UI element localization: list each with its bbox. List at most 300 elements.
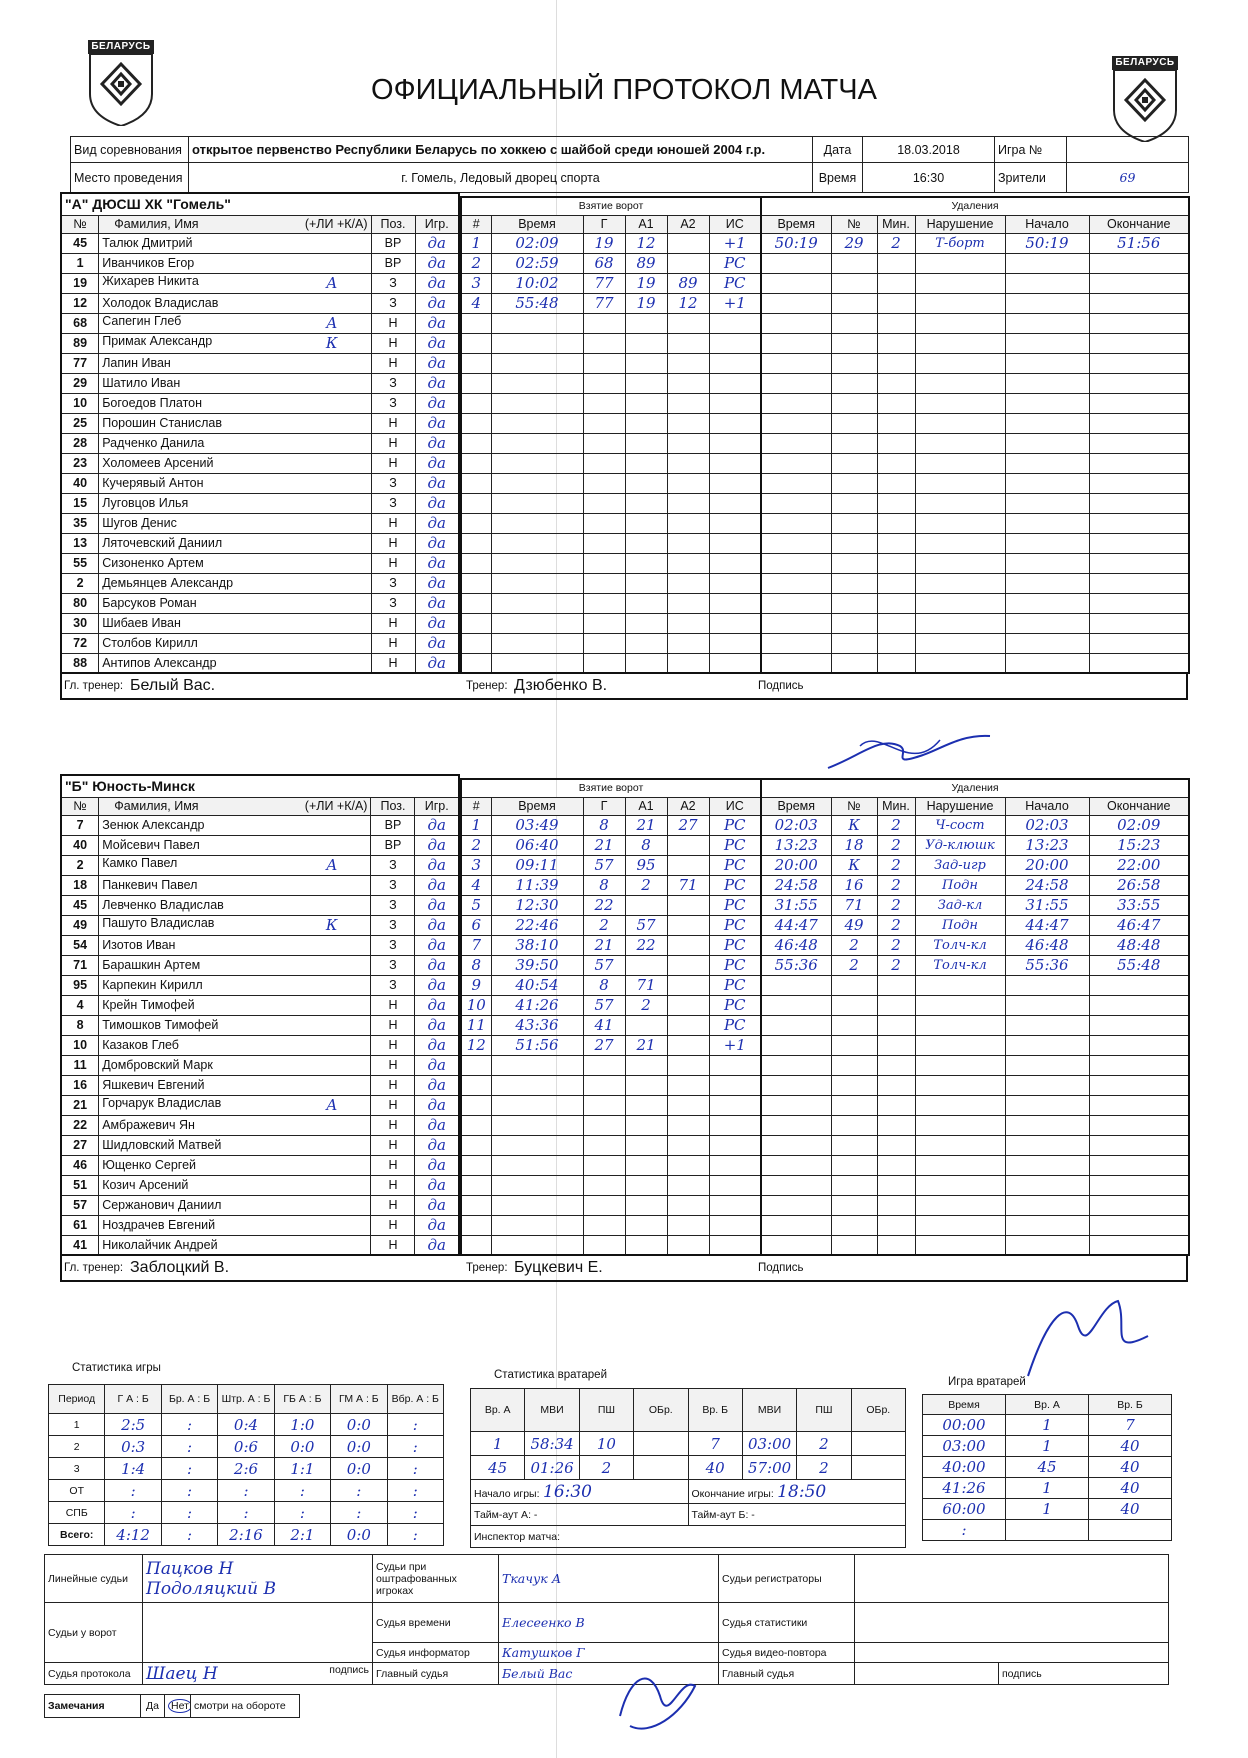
player-name: Талюк Дмитрий [102,236,193,250]
player-name: Богоедов Платон [102,396,203,410]
remarks-no-circle: Нет [168,1699,191,1713]
player-position: Н [371,1155,415,1175]
goal-situation [709,493,761,513]
table-row [461,493,761,513]
stats-cell: : [105,1480,161,1502]
penalty-start [1005,1075,1089,1095]
goal-situation: +1 [709,293,761,313]
goal-assist2 [667,1195,709,1215]
goal-assist2 [667,373,709,393]
penalty-end [1089,1055,1189,1075]
goal-situation [709,353,761,373]
table-row [49,1524,444,1546]
team_a-roster-table [60,192,460,674]
player-position: Н [371,413,415,433]
table-row [461,1235,761,1255]
col-name-header [99,797,371,815]
page-title: ОФИЦИАЛЬНЫЙ ПРОТОКОЛ МАТЧА [371,74,877,106]
goal-number [461,393,491,413]
goalie-play-cell: 1 [1006,1478,1089,1499]
penalty-end [1089,653,1189,673]
goal-time [491,1235,583,1255]
goal-assist1 [625,453,667,473]
stats-header: Бр. А : Б [161,1385,217,1414]
table-row [61,313,459,333]
col-assist2: А2 [667,797,709,815]
penalty-start [1005,313,1089,333]
player-number: 4 [61,995,99,1015]
table-row [61,633,459,653]
penalty-infraction [915,473,1005,493]
penalty-end: 33:55 [1089,895,1189,915]
penalty-start [1005,273,1089,293]
goal-time [491,453,583,473]
stats-cell: 1:1 [274,1458,330,1480]
penalty-player [831,653,877,673]
player-number: 88 [61,653,99,673]
table-row [761,1175,1189,1195]
table-row [461,473,761,493]
penalty-time [761,433,831,453]
penalty-player: 18 [831,835,877,855]
player-name-cell [99,955,371,975]
penalty-infraction [915,313,1005,333]
goal-number: 7 [461,935,491,955]
penalty-infraction [915,553,1005,573]
penalty-start [1005,473,1089,493]
penalty-start [1005,653,1089,673]
table-row [461,233,761,253]
player-name: Лапин Иван [102,356,171,370]
goal-number [461,1215,491,1235]
goal-assist1: 19 [625,273,667,293]
goal-number [461,653,491,673]
venue-value: г. Гомель, Ледовый дворец спорта [189,163,813,193]
table-row [61,553,459,573]
goal-time [491,313,583,333]
player-name: Изотов Иван [102,938,176,952]
table-row [761,493,1189,513]
player-played: да [415,493,459,513]
col-li: (+ЛИ +К/А) [304,217,368,231]
player-played: да [415,1135,459,1155]
player-number: 61 [61,1215,99,1235]
player-played: да [415,413,459,433]
penalty-infraction: Зад-игр [915,855,1005,875]
goal-assist2 [667,1075,709,1095]
penalty-infraction [915,493,1005,513]
goal-scorer [583,313,625,333]
table-row [61,1195,459,1215]
table-row [761,253,1189,273]
penalty-time: 20:00 [761,855,831,875]
col-pen-start: Начало [1005,215,1089,233]
goal-scorer [583,1195,625,1215]
table-row [61,1075,459,1095]
table-row [761,935,1189,955]
player-position: Н [371,1135,415,1155]
penalty-minutes [877,253,915,273]
table-row [761,373,1189,393]
player-name: Ющенко Сергей [102,1158,196,1172]
player-name: Козич Арсений [102,1178,189,1192]
penalty-infraction [915,1175,1005,1195]
player-position: Н [371,553,415,573]
goalie-play-table [922,1394,1172,1541]
table-row [761,1135,1189,1155]
goalie-play-cell: : [923,1520,1006,1541]
penalty-minutes: 2 [877,875,915,895]
stats-cell: 0:0 [331,1436,387,1458]
goal-number [461,1115,491,1135]
goal-assist2 [667,995,709,1015]
table-row [61,533,459,553]
penalty-minutes [877,1115,915,1135]
penalty-time [761,1095,831,1115]
goalie-play-cell [1089,1520,1172,1541]
goal-scorer [583,1175,625,1195]
player-name-cell [99,433,371,453]
penalty-end: 26:58 [1089,875,1189,895]
time-value: 16:30 [863,163,995,193]
player-name-cell [99,835,371,855]
goalie-play-cell: 41:26 [923,1478,1006,1499]
penalty-time [761,533,831,553]
table-row [761,1015,1189,1035]
player-played: да [415,955,459,975]
player-role-mark: А [326,314,338,332]
penalty-time: 13:23 [761,835,831,855]
player-number: 55 [61,553,99,573]
goal-situation [709,1055,761,1075]
goalie-stats-cell [634,1456,688,1480]
penalty-start: 44:47 [1005,915,1089,935]
table-row [461,815,761,835]
table-row [61,895,459,915]
table-row [61,1175,459,1195]
goalie-stats-cell [851,1432,905,1456]
goal-situation [709,413,761,433]
player-name: Сержанович Даниил [102,1198,222,1212]
main-ref-signature-label: подпись [999,1663,1169,1685]
penalty-infraction [915,613,1005,633]
goal-time [491,1155,583,1175]
goal-judges-value [143,1603,373,1663]
penalty-end [1089,1215,1189,1235]
table-row [761,1115,1189,1135]
stats-header: Вбр. А : Б [387,1385,443,1414]
total-label: Всего: [49,1524,105,1546]
goal-time [491,413,583,433]
penalty-start: 50:19 [1005,233,1089,253]
penalty-player [831,995,877,1015]
player-number: 49 [61,915,99,935]
signature-scribble-a [820,716,1000,782]
period-label: 2 [49,1436,105,1458]
player-name: Амбражевич Ян [102,1118,195,1132]
player-position: Н [371,1095,415,1115]
goal-number [461,333,491,353]
table-row [761,433,1189,453]
goal-assist1: 21 [625,815,667,835]
penalty-player [831,633,877,653]
player-number: 40 [61,835,99,855]
remarks-see-reverse: смотри на обороте [191,1695,300,1718]
goal-time: 06:40 [491,835,583,855]
col-number: № [61,797,99,815]
table-row [761,915,1189,935]
table-row [461,253,761,273]
goalie-play-cell: 00:00 [923,1415,1006,1436]
player-name: Шидловский Матвей [102,1138,222,1152]
penalty-minutes [877,293,915,313]
goal-situation: РС [709,975,761,995]
penalty-time [761,1035,831,1055]
stats-cell: : [274,1502,330,1524]
goal-scorer: 8 [583,815,625,835]
player-position: ВР [371,233,415,253]
table-row [461,915,761,935]
table-row [761,333,1189,353]
penalty-infraction [915,1215,1005,1235]
penalty-start: 24:58 [1005,875,1089,895]
table-row [61,1215,459,1235]
penalty-time [761,273,831,293]
goal-assist1 [625,1055,667,1075]
goal-number: 12 [461,1035,491,1055]
goal-assist2 [667,975,709,995]
table-row [61,935,459,955]
player-role-mark: К [325,334,338,352]
col-pen-time: Время [761,215,831,233]
goal-number [461,533,491,553]
goal-assist1 [625,1135,667,1155]
penalty-time [761,975,831,995]
goal-assist2 [667,955,709,975]
goal-scorer [583,1095,625,1115]
penalty-player [831,393,877,413]
goal-assist2 [667,333,709,353]
player-number: 2 [61,855,99,875]
penalty-infraction [915,1015,1005,1035]
linesmen-cell [143,1555,373,1603]
penalty-infraction: Зад-кл [915,895,1005,915]
goal-assist1: 22 [625,935,667,955]
table-row [461,1075,761,1095]
team_a-goals-table [460,196,762,674]
goal-assist2: 71 [667,875,709,895]
goalie-stats-cell: 57:00 [742,1456,796,1480]
goal-time: 02:59 [491,253,583,273]
stats-cell: : [387,1458,443,1480]
stats-cell: : [161,1458,217,1480]
goal-time [491,333,583,353]
time-label: Время [813,163,863,193]
table-row [461,955,761,975]
goal-assist1 [625,1015,667,1035]
game-number-label: Игра № [995,137,1067,163]
goal-situation [709,533,761,553]
table-row [461,413,761,433]
goal-situation [709,1115,761,1135]
table-row [461,533,761,553]
video-judge-label: Судья видео-повтора [719,1643,855,1663]
goal-situation [709,513,761,533]
player-name-cell [99,573,371,593]
penalty-minutes [877,593,915,613]
goal-scorer: 19 [583,233,625,253]
table-row [61,1235,459,1255]
player-position: Н [371,613,415,633]
penalty-player [831,593,877,613]
player-position: З [371,373,415,393]
table-row [461,875,761,895]
penalty-start [1005,373,1089,393]
table-row [461,293,761,313]
goal-scorer [583,1055,625,1075]
player-played: да [415,1155,459,1175]
penalty-time: 31:55 [761,895,831,915]
penalty-start [1005,413,1089,433]
player-played: да [415,253,459,273]
penalty-minutes [877,553,915,573]
goal-number: 3 [461,855,491,875]
goal-assist2 [667,413,709,433]
goal-situation: РС [709,915,761,935]
logo-caption: БЕЛАРУСЬ [1112,56,1178,70]
protocol-judge-cell [143,1663,373,1685]
goal-scorer [583,1075,625,1095]
penalty-player [831,253,877,273]
goal-number: 8 [461,955,491,975]
goal-assist2 [667,613,709,633]
penalty-end [1089,293,1189,313]
timeout-a: Тайм-аут А: - [471,1504,689,1526]
table-row [923,1520,1172,1541]
player-position: Н [371,1035,415,1055]
col-li: (+ЛИ +К/А) [304,799,368,813]
goal-number: 1 [461,233,491,253]
player-name-cell [99,1135,371,1155]
goal-situation [709,1235,761,1255]
player-played: да [415,915,459,935]
penalty-end [1089,1195,1189,1215]
col-goal-scorer: Г [583,797,625,815]
goal-situation [709,333,761,353]
player-number: 29 [61,373,99,393]
player-number: 21 [61,1095,99,1115]
table-row [761,353,1189,373]
goal-assist1 [625,573,667,593]
goal-time [491,1215,583,1235]
penalty-time: 44:47 [761,915,831,935]
col-goal-num: # [461,797,491,815]
table-row [461,453,761,473]
penalty-player [831,1035,877,1055]
table-row [461,313,761,333]
stats-cell: : [161,1502,217,1524]
goal-time [491,633,583,653]
player-number: 13 [61,533,99,553]
penalty-end [1089,433,1189,453]
goal-assist2 [667,855,709,875]
table-row [461,433,761,453]
player-name-cell [99,493,371,513]
game-start-value: 16:30 [543,1481,592,1502]
remarks-label: Замечания [45,1695,141,1718]
player-played: да [415,473,459,493]
goalie-play-cell: 60:00 [923,1499,1006,1520]
penalty-infraction: Толч-кл [915,955,1005,975]
team_b-penalties-table [760,778,1190,1256]
remarks-yes-option[interactable]: Да [141,1695,165,1718]
table-row [461,573,761,593]
player-position: Н [371,313,415,333]
penalty-time [761,1115,831,1135]
table-row [461,1115,761,1135]
penalty-time [761,293,831,313]
penalty-infraction [915,453,1005,473]
goal-assist1: 2 [625,995,667,1015]
penalty-minutes [877,1235,915,1255]
player-name-cell [99,895,371,915]
penalty-end: 22:00 [1089,855,1189,875]
penalty-infraction: Ч-сост [915,815,1005,835]
penalty-player: 2 [831,935,877,955]
col-name: Фамилия, Имя [114,799,199,813]
penalty-minutes [877,1135,915,1155]
goal-assist2 [667,1175,709,1195]
goal-assist2 [667,935,709,955]
penalty-infraction [915,1075,1005,1095]
player-name-cell [99,875,371,895]
penalty-time [761,1015,831,1035]
goal-situation: РС [709,855,761,875]
goalie-stats-table [470,1388,906,1548]
player-number: 89 [61,333,99,353]
penalty-time [761,253,831,273]
goal-situation [709,1135,761,1155]
penalty-start [1005,1035,1089,1055]
player-name-cell [99,935,371,955]
table-row [61,855,459,875]
player-number: 71 [61,955,99,975]
stats-cell: 0:4 [218,1414,274,1436]
goal-assist2 [667,1015,709,1035]
goal-time [491,493,583,513]
goal-scorer: 2 [583,915,625,935]
goalie-stats-title: Статистика вратарей [494,1369,607,1381]
goal-number: 6 [461,915,491,935]
player-number: 8 [61,1015,99,1035]
player-played: да [415,1075,459,1095]
remarks-no-option[interactable] [165,1695,191,1718]
player-position: ВР [371,253,415,273]
penalty-time [761,1155,831,1175]
penalty-start [1005,493,1089,513]
penalty-end [1089,593,1189,613]
stats-cell: : [161,1414,217,1436]
penalty-player [831,513,877,533]
player-name: Карпекин Кирилл [102,978,203,992]
penalty-end [1089,1135,1189,1155]
col-goal-time: Время [491,215,583,233]
player-played: да [415,573,459,593]
table-row [61,253,459,273]
penalty-end [1089,1235,1189,1255]
penalty-infraction [915,1235,1005,1255]
penalty-player [831,433,877,453]
